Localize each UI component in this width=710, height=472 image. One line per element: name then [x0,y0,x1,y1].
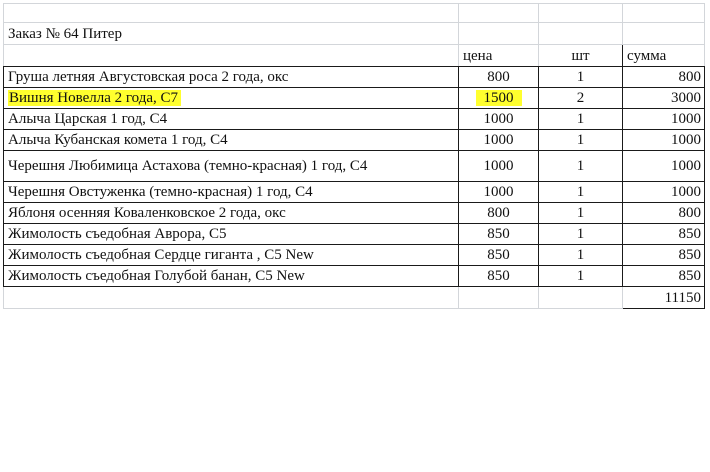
item-name[interactable]: Жимолость съедобная Сердце гиганта , С5 New [4,245,459,266]
item-price[interactable]: 1000 [459,130,539,151]
item-sum[interactable]: 1000 [623,130,705,151]
item-sum[interactable]: 850 [623,245,705,266]
blank-row [4,4,705,23]
item-qty[interactable]: 1 [539,245,623,266]
item-sum[interactable]: 850 [623,224,705,245]
item-qty[interactable]: 1 [539,109,623,130]
header-name[interactable] [4,45,459,67]
table-row [4,182,705,203]
cell[interactable] [623,23,705,45]
item-price[interactable]: 850 [459,266,539,287]
item-qty[interactable]: 1 [539,266,623,287]
item-name[interactable]: Жимолость съедобная Аврора, С5 [4,224,459,245]
header-qty[interactable]: шт [539,45,623,67]
header-row [4,45,705,67]
table-row [4,224,705,245]
item-price[interactable]: 800 [459,67,539,88]
order-title[interactable]: Заказ № 64 Питер [4,23,459,45]
table-row [4,67,705,88]
item-qty[interactable]: 1 [539,182,623,203]
item-price[interactable]: 800 [459,203,539,224]
item-sum[interactable]: 850 [623,266,705,287]
cell[interactable] [4,287,459,309]
item-price-highlighted: 1500 [476,90,522,106]
title-row [4,23,705,45]
item-sum[interactable]: 1000 [623,109,705,130]
item-sum[interactable]: 800 [623,203,705,224]
order-table [3,3,705,309]
cell[interactable] [623,4,705,23]
table-row [4,130,705,151]
order-spreadsheet [3,3,704,321]
item-name[interactable]: Черешня Любимица Астахова (темно-красная) 1 год, С4 [4,151,459,182]
item-qty[interactable]: 1 [539,203,623,224]
table-row [4,151,705,182]
cell[interactable] [539,23,623,45]
item-price[interactable]: 1000 [459,109,539,130]
item-name[interactable]: Яблоня осенняя Коваленковское 2 года, окс [4,203,459,224]
item-price[interactable]: 850 [459,245,539,266]
item-qty[interactable]: 1 [539,130,623,151]
table-row [4,245,705,266]
table-row [4,266,705,287]
item-name[interactable]: Жимолость съедобная Голубой банан, С5 New [4,266,459,287]
item-name-highlighted: Вишня Новелла 2 года, С7 [8,90,181,106]
cell[interactable] [459,23,539,45]
cell[interactable] [539,4,623,23]
item-name[interactable]: Алыча Кубанская комета 1 год, С4 [4,130,459,151]
header-sum[interactable]: сумма [623,45,705,67]
total-row [4,287,705,309]
item-sum[interactable]: 800 [623,67,705,88]
table-row-highlighted [4,88,705,109]
order-total[interactable]: 11150 [623,287,705,309]
item-name[interactable]: Груша летняя Августовская роса 2 года, окс [4,67,459,88]
cell[interactable] [459,4,539,23]
item-sum[interactable]: 3000 [623,88,705,109]
item-qty[interactable]: 1 [539,224,623,245]
item-name[interactable]: Алыча Царская 1 год, С4 [4,109,459,130]
item-sum[interactable]: 1000 [623,182,705,203]
cell[interactable] [539,287,623,309]
item-name[interactable]: Черешня Овстуженка (темно-красная) 1 год, С4 [4,182,459,203]
item-price-cell[interactable] [459,88,539,109]
header-price[interactable]: цена [459,45,539,67]
table-row [4,203,705,224]
item-qty[interactable]: 1 [539,151,623,182]
cell[interactable] [459,287,539,309]
item-price[interactable]: 1000 [459,182,539,203]
item-qty[interactable]: 1 [539,67,623,88]
cell[interactable] [4,4,459,23]
item-price[interactable]: 1000 [459,151,539,182]
item-price[interactable]: 850 [459,224,539,245]
table-row [4,109,705,130]
item-qty[interactable]: 2 [539,88,623,109]
item-sum[interactable]: 1000 [623,151,705,182]
item-name-cell[interactable] [4,88,459,109]
